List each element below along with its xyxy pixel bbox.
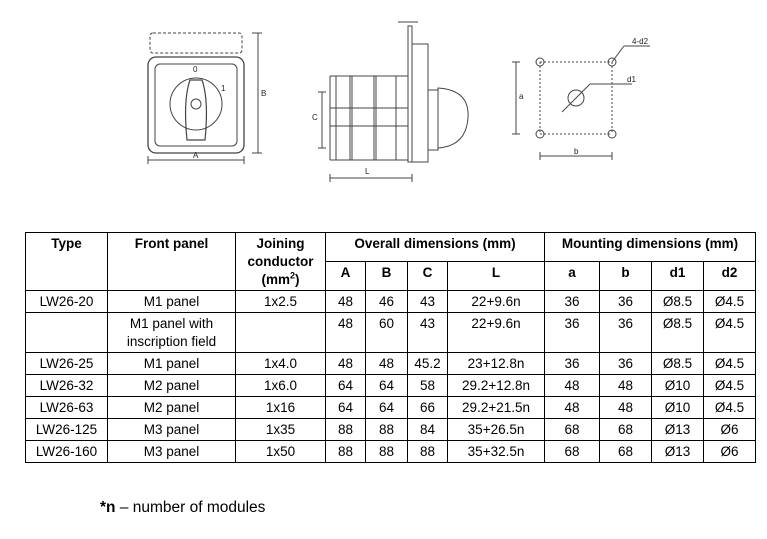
cell-a: 48	[545, 375, 600, 397]
cell-a: 48	[545, 397, 600, 419]
table-row	[26, 353, 756, 375]
cell-b: 48	[600, 397, 652, 419]
header-a: a	[545, 262, 600, 291]
cell-type	[26, 313, 108, 353]
header-type: Type	[26, 233, 108, 291]
cell-C: 88	[408, 441, 448, 463]
footnote-marker: *n	[100, 499, 116, 516]
cell-B: 64	[366, 375, 408, 397]
table-row	[26, 313, 756, 353]
cell-d1: Ø13	[652, 441, 704, 463]
cell-type: LW26-160	[26, 441, 108, 463]
cell-conductor	[236, 313, 326, 353]
cell-panel: M1 panel	[108, 353, 236, 375]
side-view-drawing	[318, 22, 468, 182]
front-label-zero: 0	[193, 65, 198, 74]
cell-d2: Ø6	[704, 419, 756, 441]
cell-d2: Ø4.5	[704, 291, 756, 313]
dim-label-B: B	[261, 89, 267, 98]
cell-panel: M1 panel with inscription field	[108, 313, 236, 353]
cell-L: 29.2+12.8n	[448, 375, 545, 397]
cell-a: 36	[545, 291, 600, 313]
cell-L: 35+26.5n	[448, 419, 545, 441]
header-joining-label: Joining conductor	[247, 236, 314, 269]
cell-panel: M2 panel	[108, 397, 236, 419]
front-label-one: 1	[221, 84, 226, 93]
cell-C: 45.2	[408, 353, 448, 375]
cell-L: 22+9.6n	[448, 313, 545, 353]
cell-panel: M1 panel	[108, 291, 236, 313]
cell-b: 68	[600, 419, 652, 441]
header-overall-dimensions: Overall dimensions (mm)	[326, 233, 545, 262]
cell-type: LW26-20	[26, 291, 108, 313]
cell-d2: Ø6	[704, 441, 756, 463]
dim-label-d2: 4-d2	[632, 37, 649, 46]
cell-B: 60	[366, 313, 408, 353]
cell-B: 88	[366, 441, 408, 463]
dimensions-table	[25, 232, 756, 463]
dim-label-b: b	[574, 147, 579, 156]
cell-b: 68	[600, 441, 652, 463]
header-A: A	[326, 262, 366, 291]
mounting-pattern-drawing	[512, 46, 650, 160]
cell-a: 36	[545, 353, 600, 375]
cell-a: 68	[545, 441, 600, 463]
cell-type: LW26-25	[26, 353, 108, 375]
dim-label-a: a	[519, 92, 524, 101]
cell-type: LW26-63	[26, 397, 108, 419]
cell-C: 58	[408, 375, 448, 397]
cell-d1: Ø8.5	[652, 313, 704, 353]
cell-b: 36	[600, 291, 652, 313]
cell-d2: Ø4.5	[704, 375, 756, 397]
header-joining-unit-sup: 2	[290, 270, 296, 281]
cell-A: 48	[326, 353, 366, 375]
cell-d1: Ø8.5	[652, 353, 704, 375]
footnote	[100, 499, 265, 517]
cell-L: 22+9.6n	[448, 291, 545, 313]
header-joining-conductor	[236, 233, 326, 291]
cell-d1: Ø10	[652, 375, 704, 397]
header-L: L	[448, 262, 545, 291]
cell-B: 48	[366, 353, 408, 375]
cell-conductor: 1x6.0	[236, 375, 326, 397]
cell-a: 68	[545, 419, 600, 441]
table-row	[26, 375, 756, 397]
technical-drawings	[0, 0, 767, 230]
cell-a: 36	[545, 313, 600, 353]
header-front-panel: Front panel	[108, 233, 236, 291]
cell-b: 36	[600, 313, 652, 353]
dim-label-C: C	[312, 113, 318, 122]
dim-label-d1: d1	[627, 75, 636, 84]
cell-d1: Ø13	[652, 419, 704, 441]
header-d1: d1	[652, 262, 704, 291]
cell-C: 43	[408, 291, 448, 313]
cell-A: 88	[326, 441, 366, 463]
header-joining-unit: (mm	[261, 272, 290, 287]
cell-d2: Ø4.5	[704, 353, 756, 375]
cell-conductor: 1x35	[236, 419, 326, 441]
footnote-text: – number of modules	[115, 499, 266, 516]
cell-d2: Ø4.5	[704, 397, 756, 419]
cell-B: 64	[366, 397, 408, 419]
front-view-drawing	[148, 33, 262, 164]
cell-L: 35+32.5n	[448, 441, 545, 463]
cell-C: 84	[408, 419, 448, 441]
header-mounting-dimensions: Mounting dimensions (mm)	[545, 233, 756, 262]
cell-A: 64	[326, 375, 366, 397]
header-b: b	[600, 262, 652, 291]
cell-b: 36	[600, 353, 652, 375]
cell-conductor: 1x4.0	[236, 353, 326, 375]
cell-d2: Ø4.5	[704, 313, 756, 353]
cell-panel: M2 panel	[108, 375, 236, 397]
header-C: C	[408, 262, 448, 291]
cell-A: 64	[326, 397, 366, 419]
cell-A: 48	[326, 291, 366, 313]
cell-d1: Ø10	[652, 397, 704, 419]
cell-C: 66	[408, 397, 448, 419]
dim-label-A: A	[193, 151, 199, 160]
cell-B: 46	[366, 291, 408, 313]
table-row	[26, 291, 756, 313]
header-d2: d2	[704, 262, 756, 291]
cell-L: 23+12.8n	[448, 353, 545, 375]
cell-panel: M3 panel	[108, 419, 236, 441]
cell-conductor: 1x2.5	[236, 291, 326, 313]
cell-panel: M3 panel	[108, 441, 236, 463]
cell-L: 29.2+21.5n	[448, 397, 545, 419]
cell-d1: Ø8.5	[652, 291, 704, 313]
cell-b: 48	[600, 375, 652, 397]
dim-label-L: L	[365, 167, 370, 176]
cell-C: 43	[408, 313, 448, 353]
cell-A: 88	[326, 419, 366, 441]
table-row	[26, 441, 756, 463]
header-B: B	[366, 262, 408, 291]
cell-type: LW26-125	[26, 419, 108, 441]
cell-conductor: 1x50	[236, 441, 326, 463]
cell-A: 48	[326, 313, 366, 353]
cell-type: LW26-32	[26, 375, 108, 397]
header-joining-unit-close: )	[295, 272, 300, 287]
table-row	[26, 397, 756, 419]
cell-B: 88	[366, 419, 408, 441]
cell-conductor: 1x16	[236, 397, 326, 419]
table-row	[26, 419, 756, 441]
header-row-top	[26, 233, 756, 262]
